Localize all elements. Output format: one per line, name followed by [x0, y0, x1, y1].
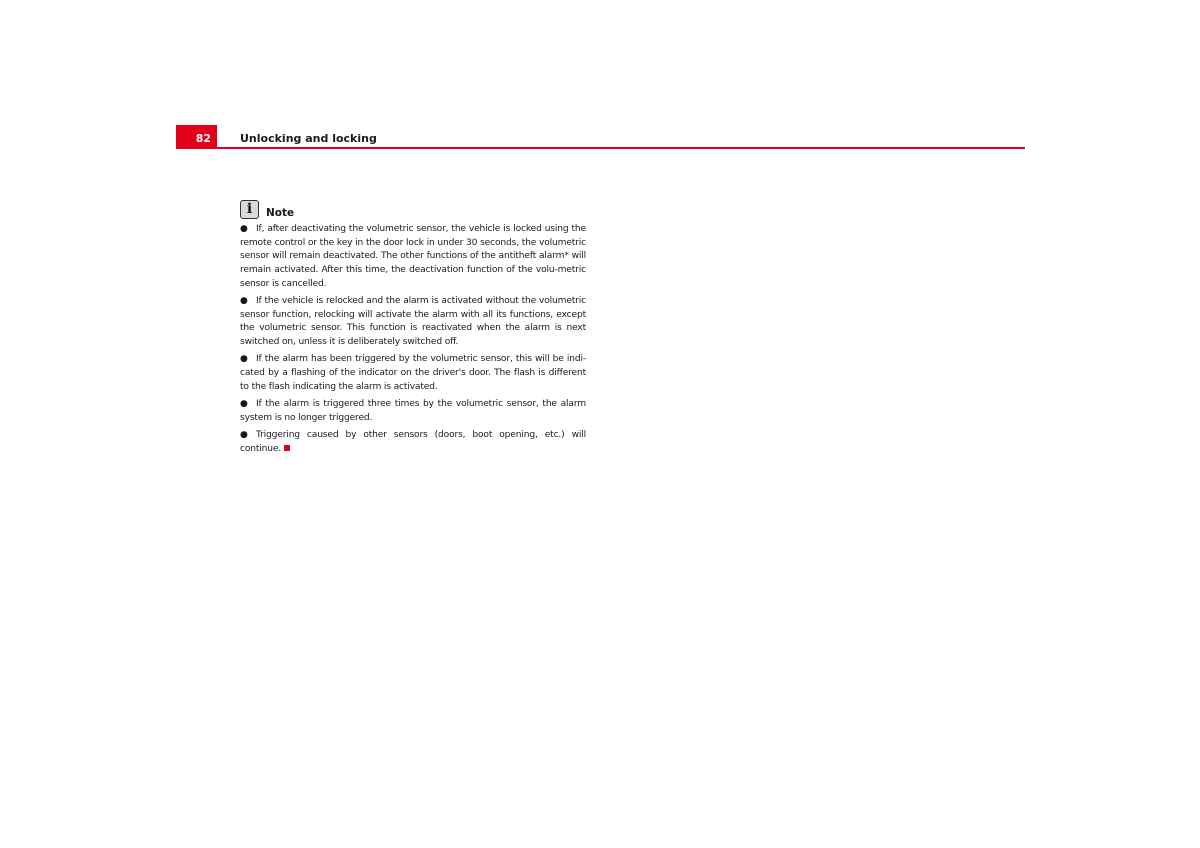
- bullet-icon: ●: [240, 398, 248, 409]
- page-number: 82: [195, 132, 211, 145]
- note-item: [240, 295, 586, 350]
- section-title: Unlocking and locking: [240, 132, 377, 145]
- page-number-badge: [176, 125, 217, 149]
- note-item: [240, 353, 586, 394]
- note-item-text: If the alarm is triggered three times by the volumetric sensor, the alarm system is no longer triggered.: [240, 398, 586, 423]
- note-item: [240, 429, 586, 456]
- info-icon: [240, 200, 259, 219]
- note-title: Note: [266, 206, 295, 219]
- note-heading: [240, 196, 586, 219]
- note-item-text: If, after deactivating the volumetric sensor, the vehicle is locked using the remote control or the key in the door lock in under 30 seconds, the volumetric sensor will remain deactivated. The other functions of the antitheft alarm* will remain activated. After this time, the deactivation function of the volu-metric sensor is cancelled.: [240, 224, 586, 289]
- note-box: [240, 196, 586, 460]
- bullet-icon: ●: [240, 354, 248, 365]
- note-item: [240, 398, 586, 425]
- info-icon-glyph: i: [246, 201, 253, 217]
- bullet-icon: ●: [240, 296, 248, 307]
- note-item-text: If the alarm has been triggered by the volumetric sensor, this will be indi-cated by a flashing of the indicator on the driver's door. The flash is different to the flash indicating the alarm is activated.: [240, 354, 586, 392]
- header-rule: [217, 147, 1025, 149]
- note-item: [240, 223, 586, 292]
- section-end-icon: [284, 445, 290, 451]
- note-list: [240, 223, 586, 456]
- note-item-text: Triggering caused by other sensors (doors, boot opening, etc.) will continue.: [240, 429, 586, 454]
- bullet-icon: ●: [240, 429, 248, 440]
- note-item-text: If the vehicle is relocked and the alarm is activated without the volumetric sensor function, relocking will activate the alarm with all its functions, except the volumetric sensor. This function is reactivated when the alarm is next switched on, unless it is deliberately switched off.: [240, 296, 586, 348]
- bullet-icon: ●: [240, 224, 248, 234]
